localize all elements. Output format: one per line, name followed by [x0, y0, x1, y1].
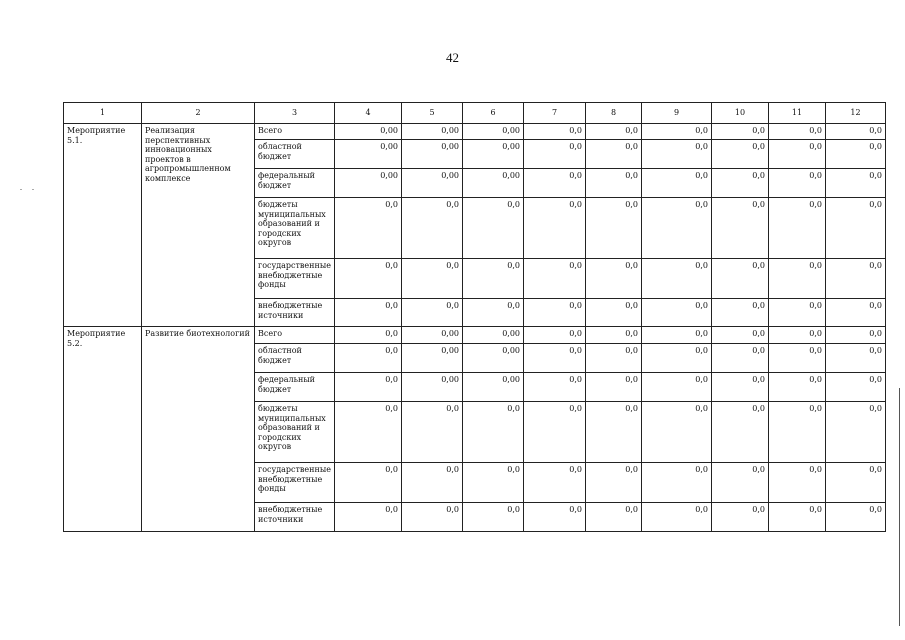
amount-cell: 0,0 [826, 198, 886, 259]
amount-cell: 0,0 [642, 503, 712, 532]
amount-cell: 0,0 [402, 463, 463, 503]
amount-cell: 0,0 [335, 503, 402, 532]
amount-cell: 0,00 [463, 169, 524, 198]
column-number: 9 [642, 103, 712, 124]
amount-cell: 0,0 [586, 299, 642, 327]
header-row [64, 103, 886, 124]
amount-cell: 0,0 [642, 140, 712, 169]
amount-cell: 0,0 [769, 140, 826, 169]
amount-cell: 0,0 [335, 402, 402, 463]
amount-cell: 0,0 [769, 344, 826, 373]
amount-cell: 0,0 [463, 503, 524, 532]
amount-cell: 0,0 [826, 259, 886, 299]
funding-source: бюджеты муниципальных образований и городских округов [255, 402, 335, 463]
amount-cell: 0,0 [642, 169, 712, 198]
column-number: 12 [826, 103, 886, 124]
amount-cell: 0,0 [402, 402, 463, 463]
funding-source: областной бюджет [255, 344, 335, 373]
amount-cell: 0,0 [642, 344, 712, 373]
amount-cell: 0,0 [586, 344, 642, 373]
amount-cell: 0,0 [712, 503, 769, 532]
amount-cell: 0,0 [712, 463, 769, 503]
amount-cell: 0,0 [335, 299, 402, 327]
amount-cell: 0,00 [463, 344, 524, 373]
amount-cell: 0,0 [335, 373, 402, 402]
event-code: Мероприятие 5.1. [64, 124, 142, 327]
amount-cell: 0,0 [586, 198, 642, 259]
amount-cell: 0,0 [826, 503, 886, 532]
amount-cell: 0,0 [826, 124, 886, 140]
amount-cell: 0,0 [586, 327, 642, 344]
column-number: 5 [402, 103, 463, 124]
amount-cell: 0,0 [586, 124, 642, 140]
amount-cell: 0,0 [712, 373, 769, 402]
amount-cell: 0,0 [769, 198, 826, 259]
funding-source: федеральный бюджет [255, 373, 335, 402]
column-number: 4 [335, 103, 402, 124]
funding-source: государственные внебюджетные фонды [255, 259, 335, 299]
amount-cell: 0,00 [402, 169, 463, 198]
amount-cell: 0,0 [524, 463, 586, 503]
amount-cell: 0,0 [524, 344, 586, 373]
amount-cell: 0,00 [402, 373, 463, 402]
amount-cell: 0,0 [712, 259, 769, 299]
amount-cell: 0,0 [524, 299, 586, 327]
amount-cell: 0,0 [586, 140, 642, 169]
amount-cell: 0,0 [826, 402, 886, 463]
amount-cell: 0,00 [402, 140, 463, 169]
amount-cell: 0,0 [586, 463, 642, 503]
amount-cell: 0,0 [335, 344, 402, 373]
funding-source: Всего [255, 124, 335, 140]
amount-cell: 0,0 [335, 327, 402, 344]
funding-source: государственные внебюджетные фонды [255, 463, 335, 503]
amount-cell: 0,00 [463, 327, 524, 344]
amount-cell: 0,00 [402, 344, 463, 373]
column-number: 7 [524, 103, 586, 124]
amount-cell: 0,00 [335, 124, 402, 140]
amount-cell: 0,0 [712, 327, 769, 344]
table-row [64, 124, 886, 140]
amount-cell: 0,0 [524, 402, 586, 463]
scan-speck [32, 189, 34, 190]
amount-cell: 0,0 [463, 299, 524, 327]
amount-cell: 0,0 [642, 299, 712, 327]
amount-cell: 0,0 [712, 299, 769, 327]
amount-cell: 0,0 [826, 169, 886, 198]
table-row [64, 327, 886, 344]
amount-cell: 0,0 [524, 169, 586, 198]
amount-cell: 0,0 [402, 299, 463, 327]
amount-cell: 0,0 [586, 503, 642, 532]
page-number: 42 [446, 50, 459, 65]
amount-cell: 0,0 [826, 299, 886, 327]
amount-cell: 0,0 [524, 198, 586, 259]
amount-cell: 0,0 [463, 402, 524, 463]
amount-cell: 0,0 [524, 259, 586, 299]
amount-cell: 0,0 [335, 259, 402, 299]
amount-cell: 0,0 [642, 198, 712, 259]
amount-cell: 0,0 [586, 373, 642, 402]
amount-cell: 0,0 [335, 198, 402, 259]
amount-cell: 0,0 [712, 198, 769, 259]
amount-cell: 0,0 [769, 124, 826, 140]
funding-source: областной бюджет [255, 140, 335, 169]
amount-cell: 0,0 [335, 463, 402, 503]
column-number: 2 [142, 103, 255, 124]
amount-cell: 0,0 [769, 169, 826, 198]
amount-cell: 0,0 [712, 124, 769, 140]
amount-cell: 0,0 [524, 373, 586, 402]
amount-cell: 0,0 [524, 140, 586, 169]
amount-cell: 0,0 [402, 259, 463, 299]
column-number: 8 [586, 103, 642, 124]
column-number: 1 [64, 103, 142, 124]
amount-cell: 0,0 [712, 140, 769, 169]
amount-cell: 0,00 [335, 169, 402, 198]
amount-cell: 0,0 [826, 463, 886, 503]
amount-cell: 0,0 [524, 124, 586, 140]
amount-cell: 0,0 [524, 327, 586, 344]
amount-cell: 0,0 [402, 503, 463, 532]
amount-cell: 0,0 [642, 124, 712, 140]
amount-cell: 0,0 [586, 402, 642, 463]
funding-source: внебюджетные источники [255, 503, 335, 532]
funding-source: федеральный бюджет [255, 169, 335, 198]
event-title: Развитие биотехнологий [142, 327, 255, 532]
funding-source: внебюджетные источники [255, 299, 335, 327]
amount-cell: 0,0 [642, 463, 712, 503]
amount-cell: 0,0 [463, 259, 524, 299]
amount-cell: 0,0 [769, 299, 826, 327]
amount-cell: 0,0 [769, 373, 826, 402]
amount-cell: 0,0 [642, 327, 712, 344]
amount-cell: 0,0 [524, 503, 586, 532]
amount-cell: 0,0 [586, 169, 642, 198]
amount-cell: 0,0 [586, 259, 642, 299]
amount-cell: 0,0 [826, 344, 886, 373]
amount-cell: 0,00 [463, 373, 524, 402]
column-number: 6 [463, 103, 524, 124]
amount-cell: 0,00 [402, 327, 463, 344]
funding-source: бюджеты муниципальных образований и городских округов [255, 198, 335, 259]
budget-table [63, 102, 886, 532]
amount-cell: 0,0 [769, 503, 826, 532]
column-number: 10 [712, 103, 769, 124]
amount-cell: 0,0 [826, 140, 886, 169]
amount-cell: 0,0 [769, 463, 826, 503]
amount-cell: 0,0 [463, 463, 524, 503]
amount-cell: 0,0 [712, 344, 769, 373]
column-number: 11 [769, 103, 826, 124]
amount-cell: 0,0 [402, 198, 463, 259]
amount-cell: 0,0 [642, 402, 712, 463]
scan-edge-line [899, 388, 900, 626]
scan-speck [20, 189, 22, 190]
amount-cell: 0,0 [826, 373, 886, 402]
amount-cell: 0,0 [712, 169, 769, 198]
funding-source: Всего [255, 327, 335, 344]
amount-cell: 0,0 [642, 259, 712, 299]
amount-cell: 0,00 [402, 124, 463, 140]
amount-cell: 0,0 [642, 373, 712, 402]
amount-cell: 0,0 [826, 327, 886, 344]
amount-cell: 0,00 [335, 140, 402, 169]
event-code: Мероприятие 5.2. [64, 327, 142, 532]
amount-cell: 0,0 [769, 259, 826, 299]
column-number: 3 [255, 103, 335, 124]
amount-cell: 0,0 [769, 402, 826, 463]
amount-cell: 0,0 [463, 198, 524, 259]
amount-cell: 0,00 [463, 140, 524, 169]
event-title: Реализация перспективных инновационных проектов в агропромышленном комплексе [142, 124, 255, 327]
amount-cell: 0,0 [769, 327, 826, 344]
amount-cell: 0,0 [712, 402, 769, 463]
amount-cell: 0,00 [463, 124, 524, 140]
